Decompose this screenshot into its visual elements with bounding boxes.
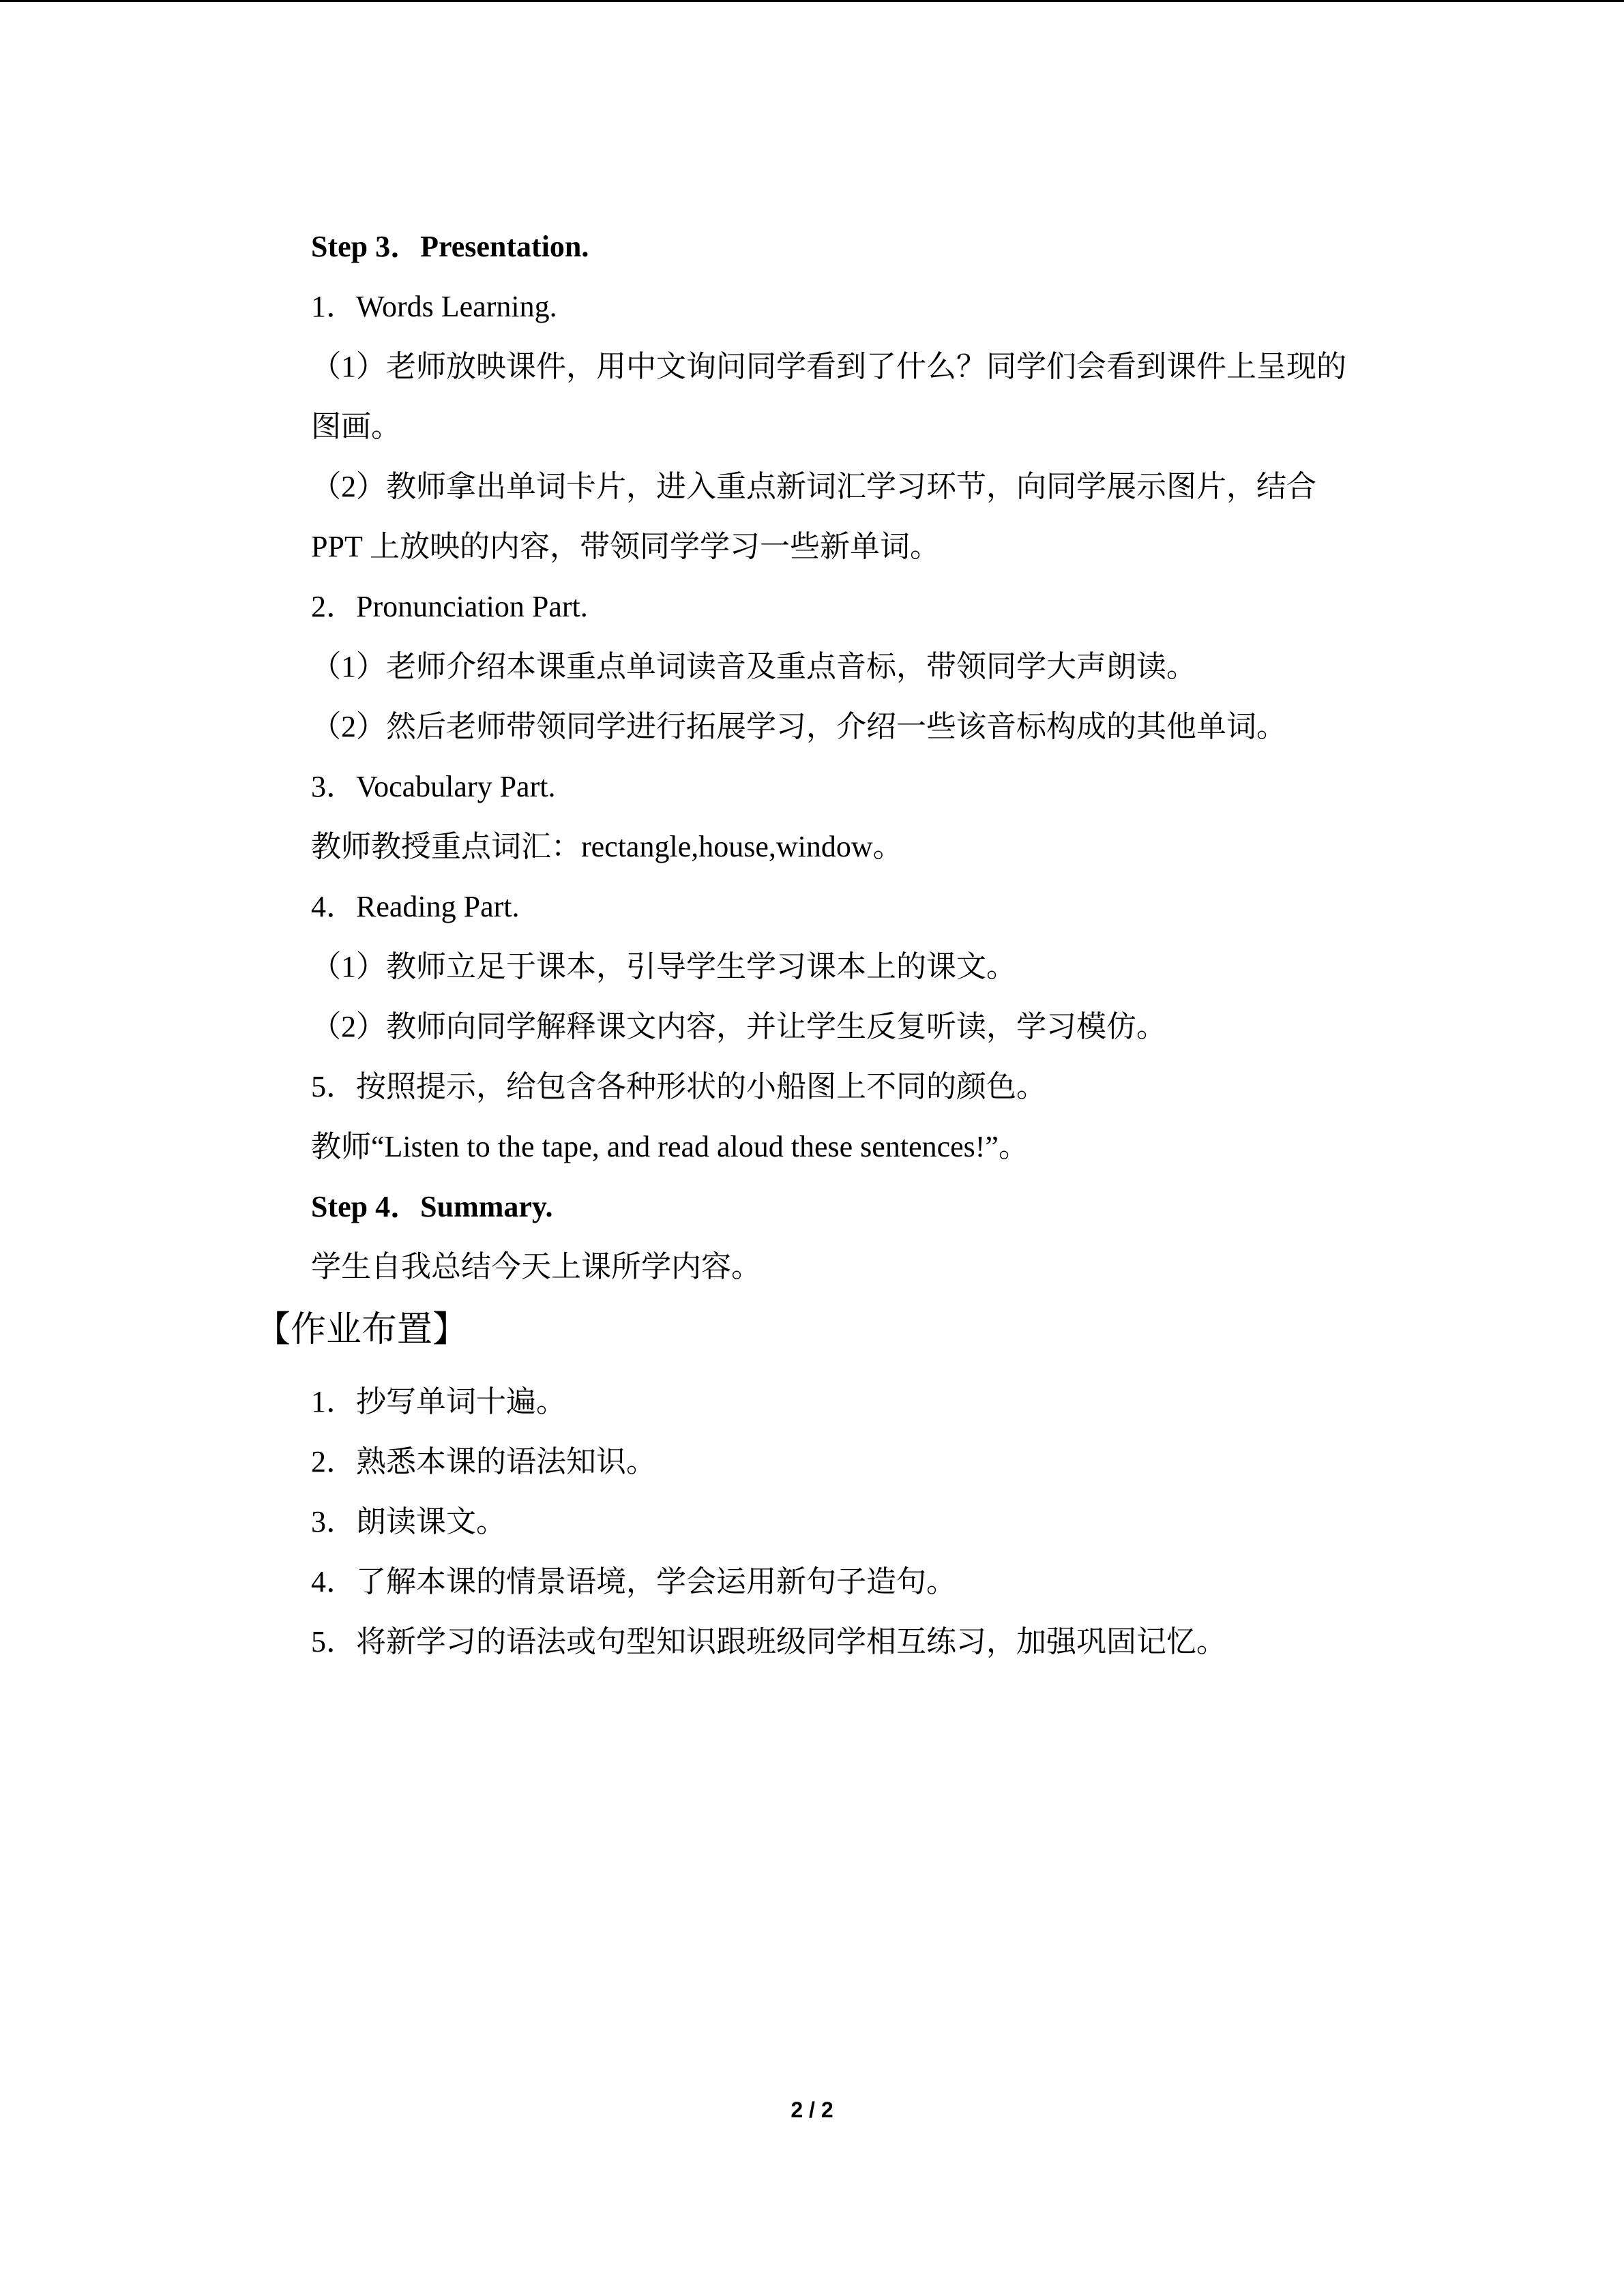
reading-item-2: （2）教师向同学解释课文内容，并让学生反复听读，学习模仿。	[311, 1010, 1166, 1043]
summary-text: 学生自我总结今天上课所学内容。	[311, 1250, 761, 1283]
pronunciation-item-1: （1）老师介绍本课重点单词读音及重点音标，带领同学大声朗读。	[311, 650, 1196, 683]
step4-heading: Step 4．Summary.	[311, 1190, 553, 1223]
page-number: 2 / 2	[791, 2098, 833, 2122]
vocabulary-title: 3．Vocabulary Part.	[311, 770, 556, 803]
top-border-line	[0, 0, 1624, 2]
homework-item: 5．将新学习的语法或句型知识跟班级同学相互练习，加强巩固记忆。	[311, 1625, 1226, 1658]
reading-title: 4．Reading Part.	[311, 890, 520, 923]
vocabulary-item: 教师教授重点词汇：rectangle,house,window。	[311, 830, 903, 863]
step3-heading: Step 3．Presentation.	[311, 230, 589, 263]
homework-item: 2．熟悉本课的语法知识。	[311, 1445, 656, 1478]
document-body	[255, 217, 1389, 1672]
pronunciation-item-2: （2）然后老师带领同学进行拓展学习，介绍一些该音标构成的其他单词。	[311, 710, 1286, 743]
homework-list	[311, 1372, 1389, 1672]
words-learning-item-2: （2）教师拿出单词卡片，进入重点新词汇学习环节，向同学展示图片，结合 PPT 上放映的内容，带领同学学习一些新单词。	[311, 470, 1316, 563]
words-learning-title: 1．Words Learning.	[311, 290, 557, 323]
homework-heading: 【作业布置】	[255, 1311, 469, 1350]
words-learning-item-1: （1）老师放映课件，用中文询问同学看到了什么？同学们会看到课件上呈现的图画。	[311, 350, 1346, 443]
homework-item: 4．了解本课的情景语境，学会运用新句子造句。	[311, 1565, 956, 1598]
reading-item-1: （1）教师立足于课本，引导学生学习课本上的课文。	[311, 950, 1016, 983]
homework-item: 1．抄写单词十遍。	[311, 1385, 566, 1418]
pronunciation-title: 2．Pronunciation Part.	[311, 590, 588, 623]
homework-item: 3．朗读课文。	[311, 1505, 506, 1538]
coloring-activity: 5．按照提示，给包含各种形状的小船图上不同的颜色。	[311, 1070, 1046, 1103]
teacher-instruction: 教师“Listen to the tape, and read aloud these sentences!”。	[311, 1130, 1029, 1163]
